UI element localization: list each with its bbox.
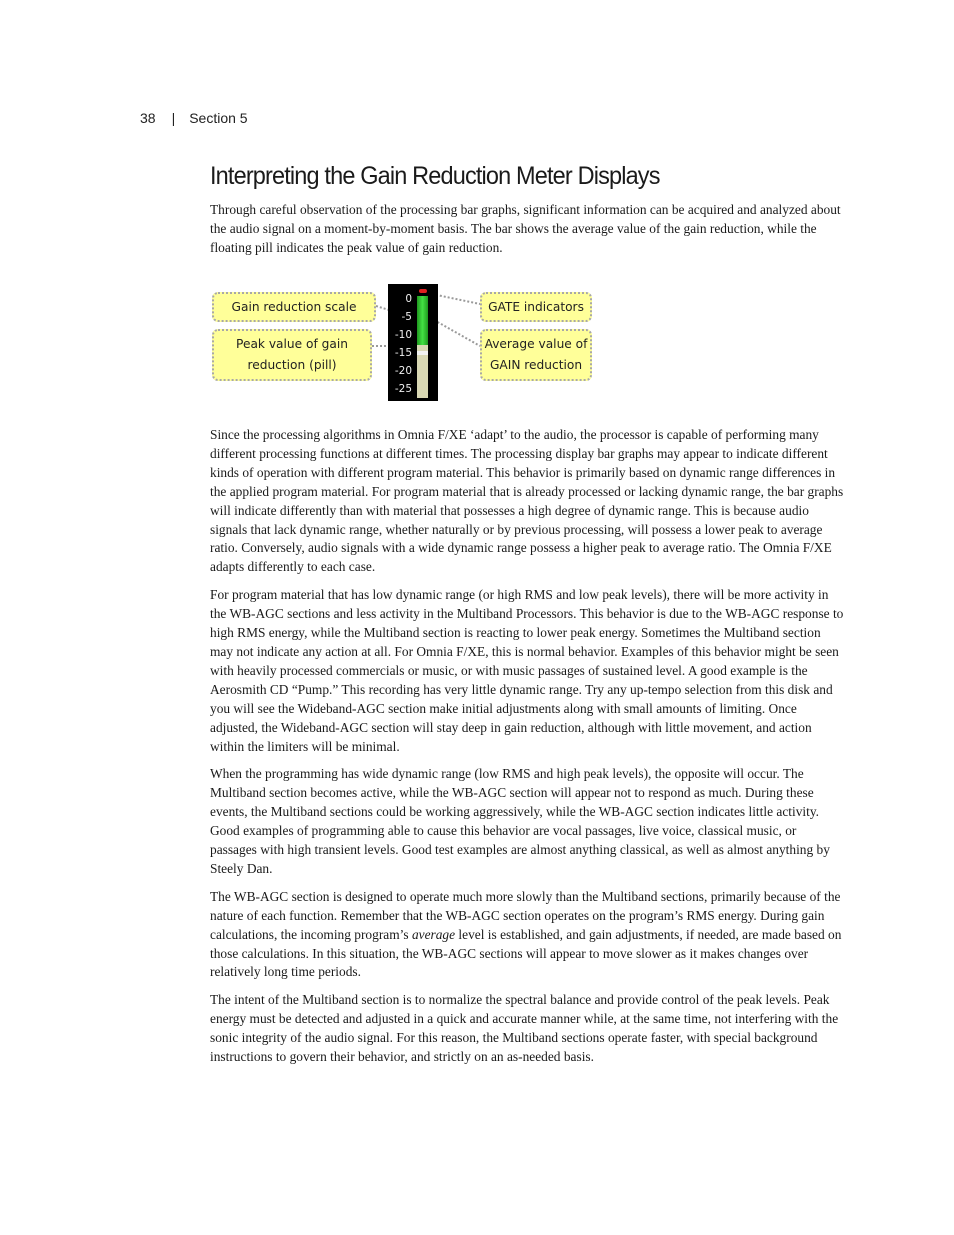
gate-indicator: [419, 289, 427, 293]
callout-peak-line1: Peak value of gain: [236, 337, 348, 351]
callout-peak-line2: reduction (pill): [247, 358, 337, 372]
meter-track: [417, 296, 428, 398]
average-gain-reduction-bar: [417, 296, 428, 345]
paragraph: When the programming has wide dynamic range (low RMS and high peak levels), the opposite will occur. The Multiband section becomes active, while the WB-AGC section will appear not to respond as much. During these events, the Multiband sections could be working aggressively, while the WB-AGC section indicates little activity. Good examples of programming able to cause this behavior are vocal passages, live voice, classical music, or passages with high transient levels. Good test examples are almost anything classical, as well as almost anything by Steely Dan.: [210, 766, 830, 876]
page-title: Interpreting the Gain Reduction Meter Displays: [210, 162, 660, 190]
intro-block: [210, 201, 844, 267]
paragraph: The WB-AGC section is designed to operate much more slowly than the Multiband sections, primarily because of the nature of each function. Remember that the WB-AGC section operates on the program’s RMS energy. During gain calculations, the incoming program’s average level is established, and gain adjustments, if needed, are made based on those calculations. In this situation, the WB-AGC sections will appear to move slower as it makes changes over relatively long time periods.: [210, 888, 842, 980]
intro-paragraph: Through careful observation of the processing bar graphs, significant information can be acquired and analyzed about the audio signal on a moment-by-moment basis. The bar shows the average value of the gain reduction, while the floating pill indicates the peak value of gain reduction.: [210, 202, 841, 255]
callout-average-line1: Average value of: [484, 337, 588, 351]
main-text: [210, 426, 844, 1076]
scale-tick: -15: [394, 347, 412, 359]
scale-tick: -20: [394, 365, 412, 377]
scale-tick: -10: [394, 329, 412, 341]
header-separator: |: [171, 110, 176, 126]
leader-average: [434, 320, 480, 346]
paragraph: Since the processing algorithms in Omnia F/XE ‘adapt’ to the audio, the processor is capable of performing many different processing functions at different times. The processing display bar graphs may appear to indicate different kinds of operation with different program material. This behavior is primarily based on dynamic range differences in the applied program material. For program material that is already processed or lacking dynamic range, the bar graphs will indicate differently than with material that possesses a high degree of dynamic range. This is because audio signals that lack dynamic range, whether naturally or by previous processing, will possess a lower peak to average ratio. Conversely, audio signals with a wide dynamic range possess a higher peak to average ratio. The Omnia F/XE adapts differently to each case.: [210, 427, 844, 575]
scale-tick: 0: [405, 293, 412, 305]
callout-average-value: [480, 329, 592, 381]
page-number: 38: [140, 110, 156, 126]
peak-gain-reduction-pill: [417, 351, 428, 355]
callout-gain-reduction-scale: Gain reduction scale: [212, 292, 376, 322]
callout-average-line2: GAIN reduction: [489, 358, 583, 372]
leader-gate: [432, 294, 480, 304]
emphasis-average: average: [411, 926, 456, 942]
page-header: [140, 110, 248, 126]
callout-peak-value: [212, 329, 372, 381]
scale-tick: -25: [394, 383, 412, 395]
section-label: Section 5: [189, 110, 248, 126]
paragraph: For program material that has low dynamic range (or high RMS and low peak levels), there will be more activity in the WB-AGC sections and less activity in the Multiband Processors. This behavior is due to the WB-AGC response to high RMS energy, while the Multiband section is reacting to lower peak energy. Sometimes the Multiband section may not indicate any action at all. For Omnia F/XE, this is normal behavior. Examples of this behavior might be seen with heavily processed commercials or music, or with music passages of sustained level. A good example is the Aerosmith CD “Pump.” This recording has very little dynamic range. Try any up-tempo selection from this disk and you will see the Wideband-AGC section make initial adjustments along with small amounts of limiting. Once adjusted, the Wideband-AGC section will stay deep in gain reduction, although with little movement, and action within the limiters will be minimal.: [210, 587, 844, 754]
gain-reduction-meter-figure: [210, 284, 596, 404]
paragraph: The intent of the Multiband section is to normalize the spectral balance and provide control of the peak levels. Peak energy must be detected and adjusted in a quick and accurate manner while, at the same time, not interfering with the sonic integrity of the audio signal. For this reason, the Multiband sections operate faster, with special background instructions to govern their behavior, and strictly on an as-needed basis.: [210, 992, 839, 1065]
callout-gate-indicators: GATE indicators: [480, 292, 592, 322]
gain-reduction-meter: [388, 284, 438, 401]
scale-tick: -5: [401, 311, 412, 323]
